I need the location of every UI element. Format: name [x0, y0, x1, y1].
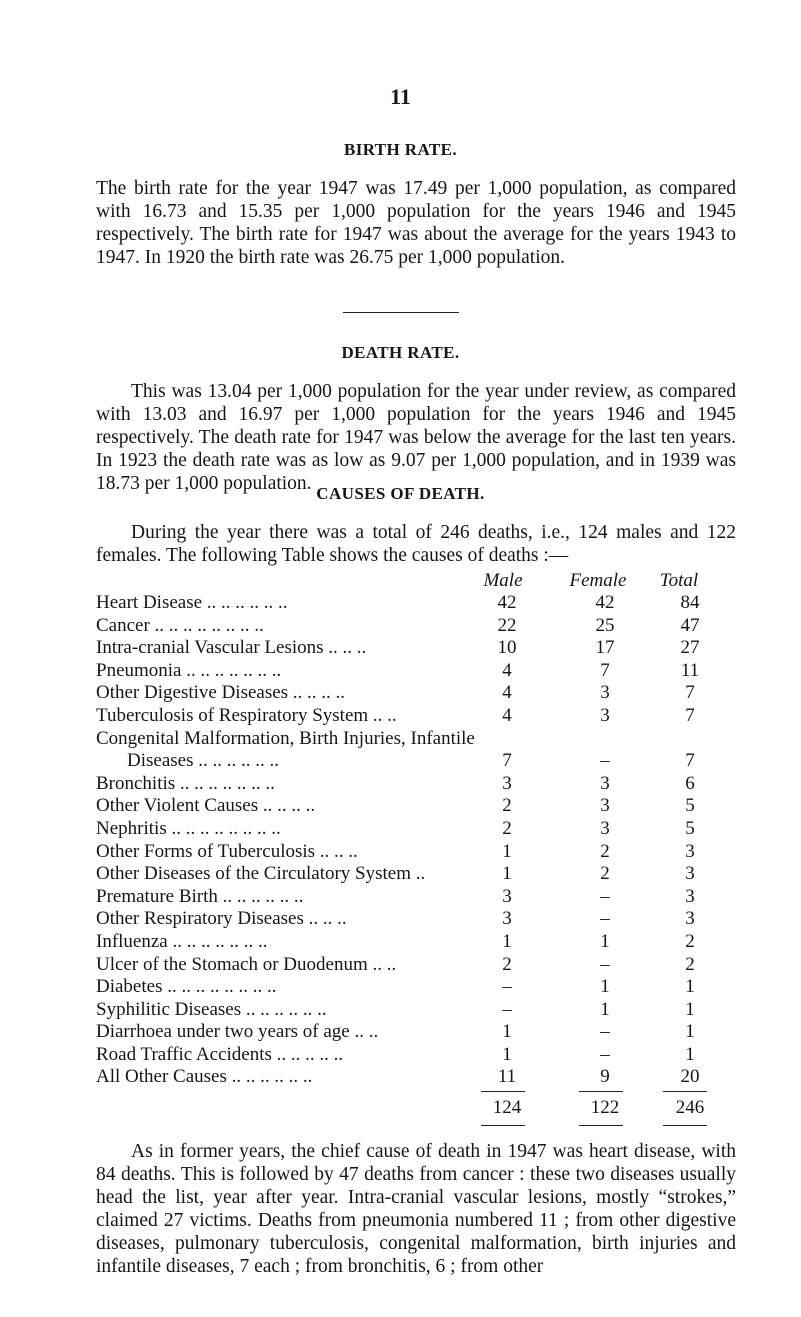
table-row: [96, 773, 736, 796]
cause-label: Tuberculosis of Respiratory System .. ..: [96, 704, 397, 726]
total-count: 20: [680, 1066, 700, 1088]
male-count: 2: [502, 953, 512, 975]
female-count: 2: [600, 863, 610, 885]
table-row: [96, 841, 736, 864]
male-total: 124: [492, 1097, 522, 1118]
female-count: 1: [600, 998, 610, 1020]
column-header-male: Male: [483, 570, 523, 591]
female-count: –: [600, 1021, 610, 1043]
female-count: –: [600, 885, 610, 907]
cause-label-line2: Diseases .. .. .. .. .. ..: [127, 750, 279, 772]
closing-paragraph: As in former years, the chief cause of death in 1947 was heart disease, with 84 deaths. This is followed by 47 deaths from cancer : these two diseases usually head the list, year after year. Intra-cranial vascular lesions, mostly “strokes,” claimed 27 victims. Deaths from pneumonia numbered 11 ; from other digestive diseases, pulmonary tuberculosis, congenital malformation, birth injuries and infantile diseases, 7 each ; from bronchitis, 6 ; from other: [96, 1141, 736, 1277]
cause-label: Other Forms of Tuberculosis .. .. ..: [96, 840, 358, 862]
cause-label: Syphilitic Diseases .. .. .. .. .. ..: [96, 998, 327, 1020]
sum-rule-female-bottom: [579, 1125, 623, 1126]
female-count: 42: [595, 592, 615, 613]
cause-label: Pneumonia .. .. .. .. .. .. ..: [96, 659, 282, 681]
female-count: –: [600, 1043, 610, 1065]
death-rate-heading: DEATH RATE.: [341, 343, 460, 362]
total-count: 6: [685, 772, 695, 794]
cause-label: Other Digestive Diseases .. .. .. ..: [96, 682, 346, 704]
male-count: 2: [502, 795, 512, 817]
cause-label: All Other Causes .. .. .. .. .. ..: [96, 1066, 313, 1088]
total-count: 1: [685, 998, 695, 1020]
table-row: [96, 999, 736, 1022]
female-count: 3: [600, 704, 610, 726]
table-row: [96, 908, 736, 931]
female-count: 25: [595, 614, 615, 636]
cause-label: Diabetes .. .. .. .. .. .. .. ..: [96, 976, 277, 998]
total-count: 1: [685, 976, 695, 998]
cause-label: Diarrhoea under two years of age .. ..: [96, 1021, 379, 1043]
male-count: 3: [502, 908, 512, 930]
cause-label: Ulcer of the Stomach or Duodenum .. ..: [96, 953, 397, 975]
male-count: 3: [502, 772, 512, 794]
male-count: 42: [497, 592, 517, 613]
death-rate-paragraph: This was 13.04 per 1,000 population for the year under review, as compared with 13.03 and 16.97 per 1,000 population for the years 1946 and 1945 respectively. The death rate for 1947 was below the average for the last ten years. In 1923 the death rate was as low as 9.07 per 1,000 population, and in 1939 was 18.73 per 1,000 population.: [96, 381, 736, 494]
total-count: 5: [685, 795, 695, 817]
female-total: 122: [590, 1097, 620, 1118]
total-count: 7: [685, 704, 695, 726]
total-count: 3: [685, 908, 695, 930]
male-count: 1: [502, 930, 512, 952]
male-count: 22: [497, 614, 517, 636]
sum-rule-total-bottom: [663, 1125, 707, 1126]
cause-label: Other Respiratory Diseases .. .. ..: [96, 908, 347, 930]
table-row: [96, 705, 736, 728]
cause-label: Heart Disease .. .. .. .. .. ..: [96, 592, 288, 613]
sum-rule-male: [481, 1091, 525, 1092]
page-number: 11: [390, 84, 411, 109]
male-count: 4: [502, 704, 512, 726]
cause-label: Bronchitis .. .. .. .. .. .. ..: [96, 772, 275, 794]
total-count: 1: [685, 1043, 695, 1065]
table-row: [96, 1044, 736, 1067]
cause-label: Other Diseases of the Circulatory System ..: [96, 863, 426, 885]
cause-label: Nephritis .. .. .. .. .. .. .. ..: [96, 817, 281, 839]
total-count: 47: [680, 614, 700, 636]
male-count: 4: [502, 682, 512, 704]
cause-label: Other Violent Causes .. .. .. ..: [96, 795, 316, 817]
section-divider: [343, 312, 459, 313]
table-row: [96, 615, 736, 638]
total-count: 27: [680, 637, 700, 659]
causes-table: [96, 592, 736, 1089]
grand-total: 246: [675, 1097, 705, 1118]
male-count: 2: [502, 817, 512, 839]
table-row: [96, 728, 736, 773]
male-count: 11: [497, 1066, 517, 1088]
male-count: 1: [502, 1043, 512, 1065]
birth-rate-heading: BIRTH RATE.: [343, 140, 458, 159]
female-count: 9: [600, 1066, 610, 1088]
table-row: [96, 954, 736, 977]
female-count: 2: [600, 840, 610, 862]
male-count: –: [502, 998, 512, 1020]
cause-label: Premature Birth .. .. .. .. .. ..: [96, 885, 304, 907]
female-count: 17: [595, 637, 615, 659]
cause-label: Cancer .. .. .. .. .. .. .. ..: [96, 614, 264, 636]
male-count: 1: [502, 1021, 512, 1043]
male-count: 4: [502, 659, 512, 681]
cause-label: Road Traffic Accidents .. .. .. .. ..: [96, 1043, 344, 1065]
total-count: 3: [685, 840, 695, 862]
female-count: 1: [600, 976, 610, 998]
male-count: 7: [502, 750, 512, 772]
table-row: [96, 682, 736, 705]
table-row: [96, 637, 736, 660]
male-count: 1: [502, 863, 512, 885]
sum-rule-male-bottom: [481, 1125, 525, 1126]
total-count: 5: [685, 817, 695, 839]
total-count: 7: [685, 682, 695, 704]
cause-label-line1: Congenital Malformation, Birth Injuries, Infantile: [96, 727, 475, 749]
cause-label: Influenza .. .. .. .. .. .. ..: [96, 930, 268, 952]
male-count: –: [502, 976, 512, 998]
female-count: –: [600, 750, 610, 772]
total-count: 3: [685, 885, 695, 907]
table-row: [96, 592, 736, 615]
female-count: 3: [600, 817, 610, 839]
female-count: 3: [600, 795, 610, 817]
table-row: [96, 795, 736, 818]
total-count: 2: [685, 930, 695, 952]
cause-label: Intra-cranial Vascular Lesions .. .. ..: [96, 637, 367, 659]
female-count: 3: [600, 682, 610, 704]
female-count: 1: [600, 930, 610, 952]
male-count: 10: [497, 637, 517, 659]
table-row: [96, 1021, 736, 1044]
female-count: 7: [600, 659, 610, 681]
table-row: [96, 660, 736, 683]
column-header-total: Total: [659, 570, 699, 591]
cause-label: [96, 728, 496, 773]
female-count: –: [600, 953, 610, 975]
causes-intro: During the year there was a total of 246 deaths, i.e., 124 males and 122 females. The following Table shows the causes of deaths :—: [96, 522, 736, 566]
sum-rule-female: [579, 1091, 623, 1092]
total-count: 3: [685, 863, 695, 885]
table-row: [96, 886, 736, 909]
female-count: 3: [600, 772, 610, 794]
total-count: 7: [685, 750, 695, 772]
total-count: 1: [685, 1021, 695, 1043]
female-count: –: [600, 908, 610, 930]
totals-row: [96, 1097, 736, 1119]
birth-rate-paragraph: The birth rate for the year 1947 was 17.49 per 1,000 population, as compared with 16.73 and 15.35 per 1,000 population for the years 1946 and 1945 respectively. The birth rate for 1947 was about the average for the years 1943 to 1947. In 1920 the birth rate was 26.75 per 1,000 population.: [96, 178, 736, 268]
column-header-female: Female: [569, 570, 627, 591]
total-count: 11: [680, 659, 700, 681]
total-count: 2: [685, 953, 695, 975]
table-row: [96, 863, 736, 886]
sum-rule-total: [663, 1091, 707, 1092]
table-row: [96, 931, 736, 954]
male-count: 1: [502, 840, 512, 862]
male-count: 3: [502, 885, 512, 907]
table-row: [96, 1066, 736, 1089]
table-row: [96, 976, 736, 999]
total-count: 84: [680, 592, 700, 613]
causes-heading: CAUSES OF DEATH.: [316, 484, 485, 503]
table-row: [96, 818, 736, 841]
